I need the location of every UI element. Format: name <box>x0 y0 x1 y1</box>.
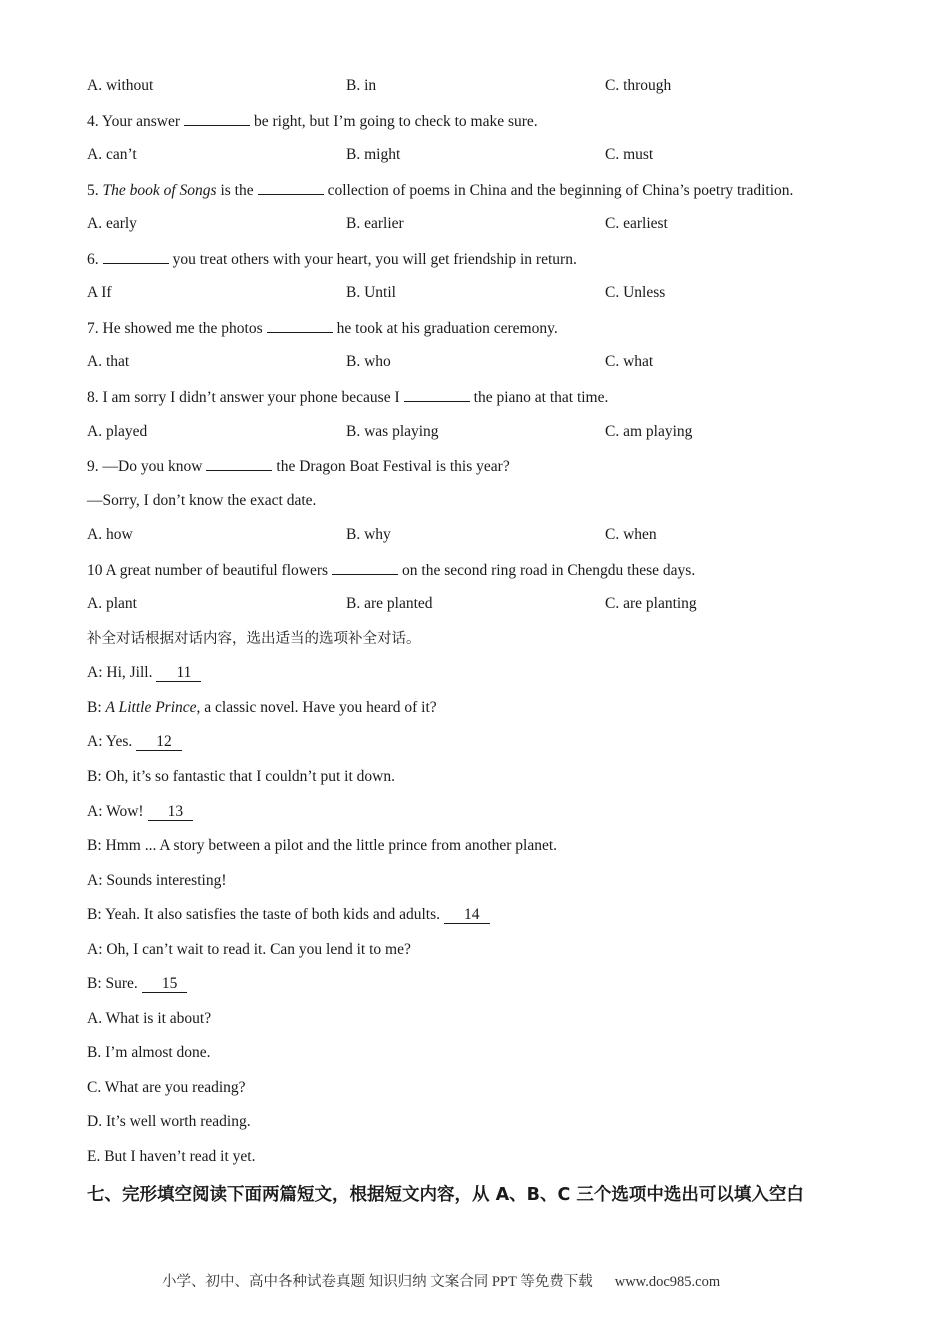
option-a: A. early <box>87 215 137 232</box>
dialogue-line: A: Oh, I can’t wait to read it. Can you lend it to me? <box>87 941 411 958</box>
dialogue-line: B: Sure. 15 <box>87 974 187 994</box>
footer-text: 小学、初中、高中各种试卷真题 知识归纳 文案合同 PPT 等免费下载 <box>162 1274 593 1290</box>
dialogue-choice: B. I’m almost done. <box>87 1044 211 1061</box>
option-a: A. played <box>87 423 148 440</box>
dialogue-line: A: Sounds interesting! <box>87 872 227 889</box>
option-a: A. plant <box>87 595 137 612</box>
answer-blank <box>332 560 398 575</box>
answer-blank <box>267 318 333 333</box>
option-c: C. through <box>605 77 672 94</box>
option-b: B. earlier <box>346 215 404 232</box>
option-c: C. am playing <box>605 423 693 440</box>
answer-blank <box>206 456 272 471</box>
option-c: C. must <box>605 146 654 163</box>
dialogue-choice: C. What are you reading? <box>87 1079 246 1096</box>
dialogue-line: A: Hi, Jill. 11 <box>87 663 201 683</box>
option-c: C. are planting <box>605 595 697 612</box>
question-4: 4. Your answer be right, but I’m going to check to make sure. <box>87 113 538 130</box>
option-c: C. earliest <box>605 215 668 232</box>
option-b: B. might <box>346 146 401 163</box>
answer-blank-11: 11 <box>156 664 201 682</box>
dialogue-line: B: Yeah. It also satisfies the taste of both kids and adults. 14 <box>87 905 490 925</box>
option-b: B. who <box>346 353 391 370</box>
option-c: C. when <box>605 526 657 543</box>
answer-blank-15: 15 <box>142 975 188 993</box>
question-7: 7. He showed me the photos he took at his graduation ceremony. <box>87 320 558 337</box>
answer-blank-12: 12 <box>136 733 182 751</box>
dialogue-instruction: 补全对话根据对话内容，选出适当的选项补全对话。 <box>87 631 421 647</box>
option-c: C. what <box>605 353 654 370</box>
footer <box>162 1270 720 1291</box>
dialogue-line: B: Oh, it’s so fantastic that I couldn’t put it down. <box>87 768 395 785</box>
option-c: C. Unless <box>605 284 666 301</box>
option-a: A. can’t <box>87 146 137 163</box>
dialogue-line: A: Wow! 13 <box>87 802 193 822</box>
dialogue-choice: A. What is it about? <box>87 1010 212 1027</box>
dialogue-line: B: A Little Prince, a classic novel. Have you heard of it? <box>87 699 437 716</box>
question-5: 5. The book of Songs is the collection of poems in China and the beginning of China’s poetry tradition. <box>87 182 794 199</box>
dialogue-choice: D. It’s well worth reading. <box>87 1113 251 1130</box>
footer-url[interactable]: www.doc985.com <box>614 1274 721 1290</box>
section-heading: 七、完形填空阅读下面两篇短文，根据短文内容，从 A、B、C 三个选项中选出可以填入空白 <box>87 1185 804 1205</box>
option-a: A. how <box>87 526 133 543</box>
option-a: A. without <box>87 77 154 94</box>
question-9-reply: —Sorry, I don’t know the exact date. <box>87 492 317 509</box>
dialogue-line: B: Hmm ... A story between a pilot and the little prince from another planet. <box>87 837 558 854</box>
dialogue-line: A: Yes. 12 <box>87 732 182 752</box>
option-b: B. Until <box>346 284 396 301</box>
answer-blank-13: 13 <box>148 803 194 821</box>
dialogue-choice: E. But I haven’t read it yet. <box>87 1148 256 1165</box>
question-8: 8. I am sorry I didn’t answer your phone because I the piano at that time. <box>87 389 609 406</box>
question-10: 10 A great number of beautiful flowers on the second ring road in Chengdu these days. <box>87 562 696 579</box>
option-a: A. that <box>87 353 130 370</box>
option-a: A If <box>87 284 112 301</box>
answer-blank <box>404 387 470 402</box>
answer-blank <box>103 249 169 264</box>
option-b: B. why <box>346 526 391 543</box>
question-6: 6. you treat others with your heart, you will get friendship in return. <box>87 251 577 268</box>
answer-blank <box>184 111 250 126</box>
option-b: B. are planted <box>346 595 433 612</box>
question-9: 9. —Do you know the Dragon Boat Festival is this year? <box>87 458 510 475</box>
answer-blank <box>258 180 324 195</box>
option-b: B. in <box>346 77 377 94</box>
answer-blank-14: 14 <box>444 906 490 924</box>
option-b: B. was playing <box>346 423 439 440</box>
